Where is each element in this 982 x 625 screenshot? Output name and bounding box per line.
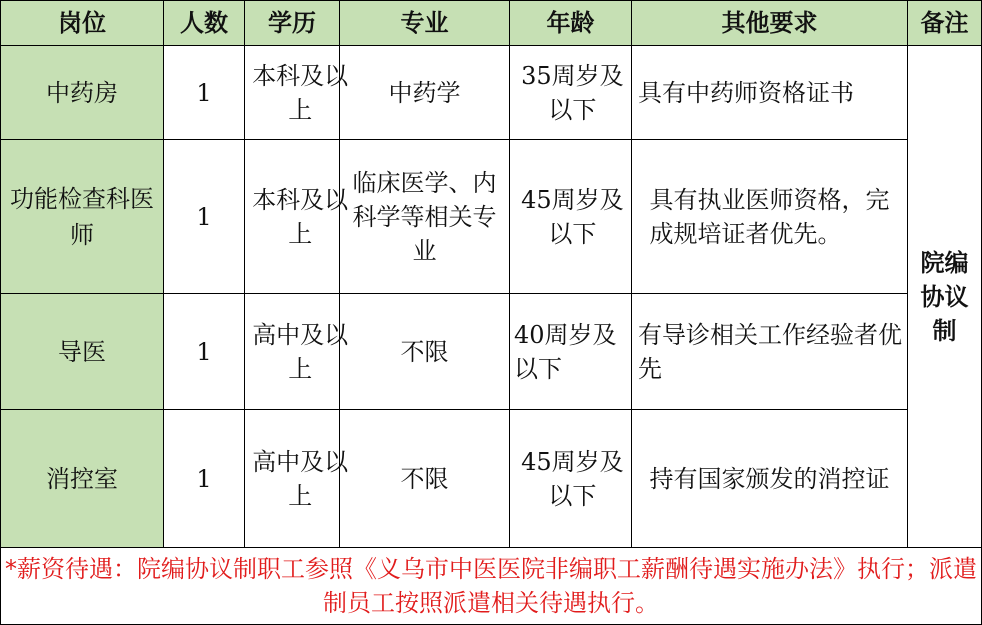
major-text: 临床医学、内科学等相关专业 bbox=[352, 168, 497, 265]
remark-text: 院编协议制 bbox=[920, 247, 969, 345]
age-cell bbox=[510, 410, 632, 548]
post-cell bbox=[1, 46, 164, 140]
header-other-requirements: 其他要求 bbox=[632, 1, 908, 46]
age-text: 40周岁及以下 bbox=[514, 320, 617, 383]
header-education: 学历 bbox=[245, 1, 340, 46]
major-cell bbox=[340, 140, 510, 294]
major-cell: 不限 bbox=[340, 410, 510, 548]
header-age: 年龄 bbox=[510, 1, 632, 46]
other-cell bbox=[632, 140, 908, 294]
post-cell bbox=[1, 140, 164, 294]
other-text: 具有执业医师资格，完成规培证者优先。 bbox=[649, 185, 890, 248]
post-text: 功能检查科医师 bbox=[10, 184, 154, 249]
table-row bbox=[1, 410, 982, 548]
education-cell bbox=[245, 140, 349, 294]
education-cell bbox=[245, 294, 349, 410]
header-post: 岗位 bbox=[1, 1, 164, 46]
other-text: 具有中药师资格证书 bbox=[638, 78, 854, 107]
major-cell: 不限 bbox=[340, 294, 510, 410]
count-cell: 1 bbox=[164, 140, 245, 294]
age-cell bbox=[510, 46, 632, 140]
age-cell bbox=[510, 140, 632, 294]
header-count: 人数 bbox=[164, 1, 245, 46]
major-cell: 中药学 bbox=[340, 46, 510, 140]
remark-cell bbox=[908, 46, 982, 548]
count-cell: 1 bbox=[164, 294, 245, 410]
table-row bbox=[1, 140, 982, 294]
age-text: 45周岁及以下 bbox=[521, 185, 624, 248]
other-text: 持有国家颁发的消控证 bbox=[649, 464, 890, 493]
education-cell bbox=[245, 410, 349, 548]
post-cell: 消控室 bbox=[1, 410, 164, 548]
education-cell bbox=[245, 46, 349, 140]
table-row bbox=[1, 46, 982, 140]
education-text: 本科及以上 bbox=[252, 185, 349, 248]
salary-footnote: *薪资待遇：院编协议制职工参照《义乌市中医医院非编职工薪酬待遇实施办法》执行；派遣制员工按照派遣相关待遇执行。 bbox=[1, 548, 982, 625]
header-row bbox=[1, 1, 982, 46]
other-text: 有导诊相关工作经验者优先 bbox=[638, 320, 902, 383]
table-row bbox=[1, 294, 982, 410]
age-cell bbox=[510, 294, 632, 410]
footnote-row bbox=[1, 548, 982, 625]
other-cell bbox=[632, 294, 908, 410]
post-text: 中药房 bbox=[46, 78, 118, 107]
education-text: 高中及以上 bbox=[252, 447, 349, 510]
header-remark: 备注 bbox=[908, 1, 982, 46]
age-text: 35周岁及以下 bbox=[521, 61, 624, 124]
count-cell: 1 bbox=[164, 410, 245, 548]
age-text: 45周岁及以下 bbox=[521, 447, 624, 510]
header-major: 专业 bbox=[340, 1, 510, 46]
other-cell bbox=[632, 410, 908, 548]
education-text: 高中及以上 bbox=[252, 320, 349, 383]
post-cell: 导医 bbox=[1, 294, 164, 410]
count-cell: 1 bbox=[164, 46, 245, 140]
education-text: 本科及以上 bbox=[252, 61, 349, 124]
other-cell bbox=[632, 46, 908, 140]
